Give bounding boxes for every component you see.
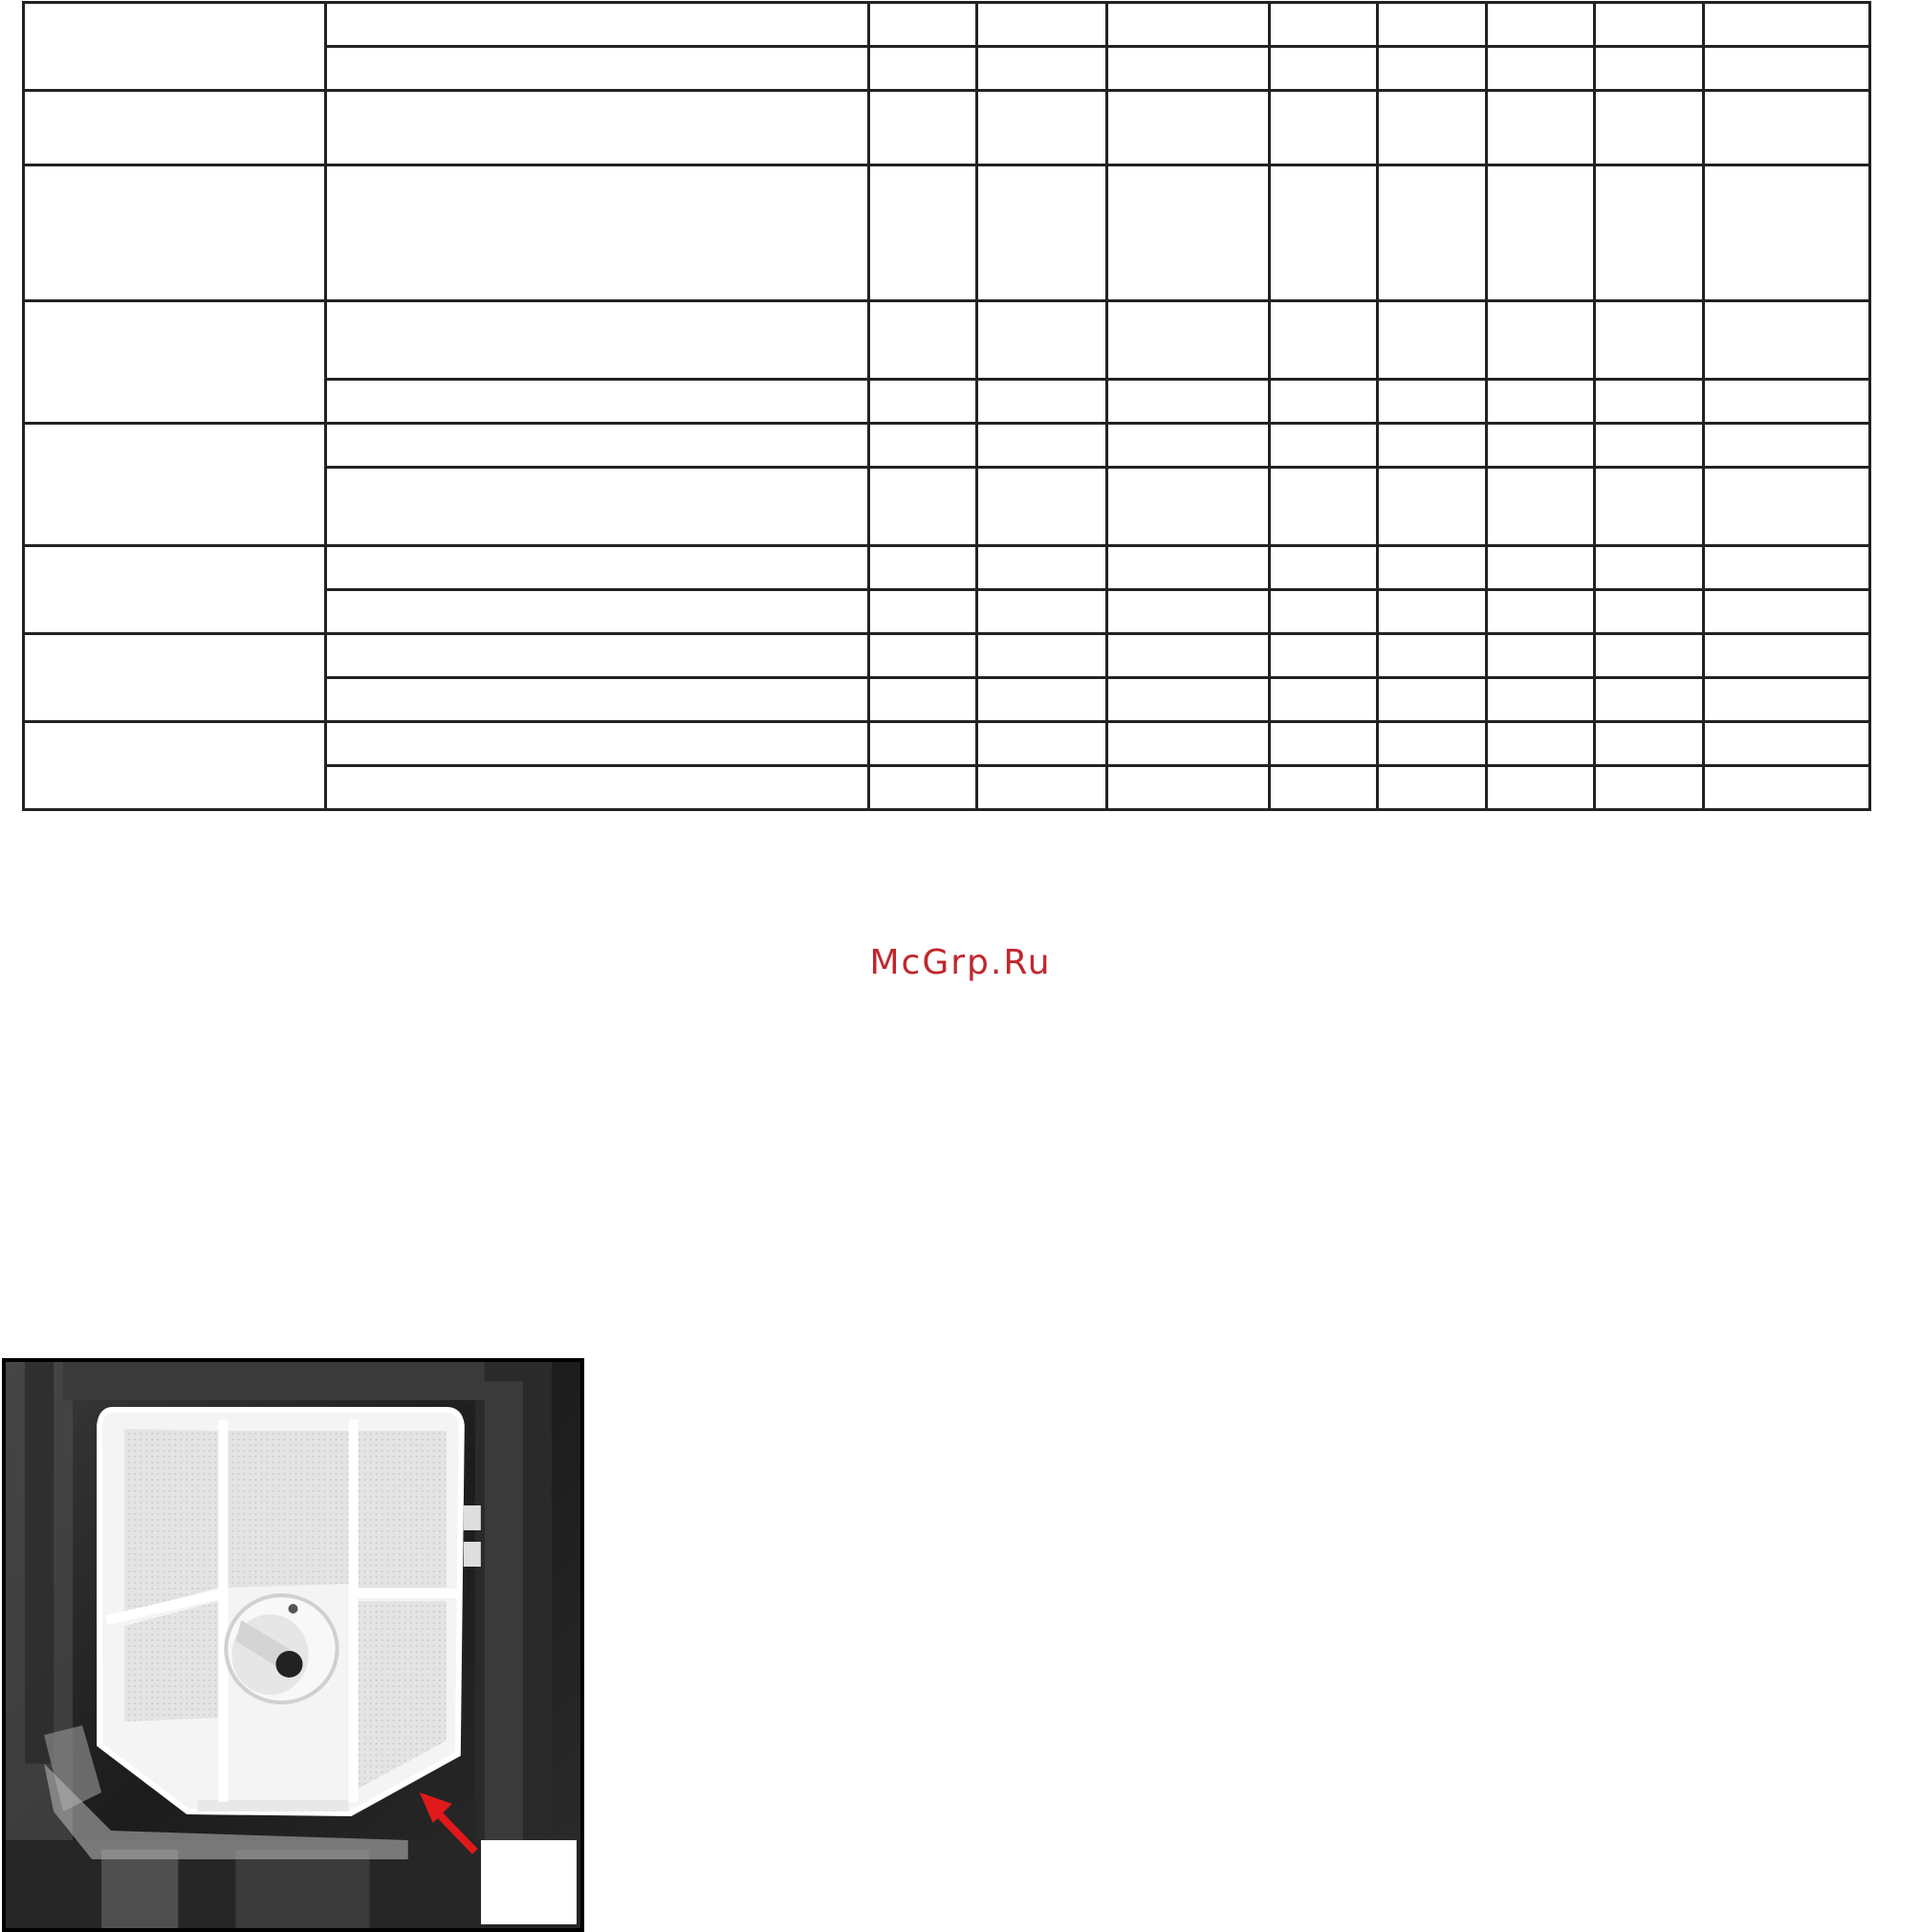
table-cell-item bbox=[326, 634, 869, 678]
table-cell bbox=[1704, 722, 1870, 766]
table-cell bbox=[1107, 634, 1270, 678]
table-cell-item bbox=[326, 678, 869, 722]
table-cell-item bbox=[326, 47, 869, 91]
table-cell bbox=[1270, 47, 1378, 91]
table-cell bbox=[1270, 722, 1378, 766]
table-cell bbox=[869, 468, 977, 546]
table-cell bbox=[1107, 468, 1270, 546]
table-cell bbox=[1270, 424, 1378, 468]
table-cell bbox=[1107, 91, 1270, 165]
table-cell bbox=[1487, 634, 1595, 678]
table-cell bbox=[1595, 468, 1704, 546]
table-row bbox=[24, 3, 1870, 47]
table-cell bbox=[977, 766, 1107, 810]
table-cell-item bbox=[326, 165, 869, 301]
table-cell bbox=[1107, 380, 1270, 424]
table-cell bbox=[1107, 47, 1270, 91]
table-cell-group bbox=[24, 165, 326, 301]
table-cell bbox=[1270, 766, 1378, 810]
table-cell bbox=[1704, 3, 1870, 47]
table-cell bbox=[1487, 380, 1595, 424]
table-cell bbox=[1487, 301, 1595, 380]
table-cell bbox=[869, 301, 977, 380]
table-cell bbox=[1378, 165, 1487, 301]
table-cell-item bbox=[326, 468, 869, 546]
table-cell bbox=[1270, 590, 1378, 634]
table-cell bbox=[1378, 590, 1487, 634]
table-cell bbox=[1378, 301, 1487, 380]
table-cell bbox=[1704, 590, 1870, 634]
table-cell bbox=[1595, 424, 1704, 468]
table-cell bbox=[977, 47, 1107, 91]
table-cell bbox=[1107, 590, 1270, 634]
table-row bbox=[24, 546, 1870, 590]
table-cell-item bbox=[326, 91, 869, 165]
air-filter-photo bbox=[2, 1358, 584, 1932]
table-cell bbox=[977, 678, 1107, 722]
table-cell bbox=[869, 424, 977, 468]
table-cell bbox=[869, 634, 977, 678]
table-cell bbox=[869, 380, 977, 424]
table-cell-group bbox=[24, 3, 326, 91]
table-cell-item bbox=[326, 722, 869, 766]
table-cell-item bbox=[326, 3, 869, 47]
table-cell bbox=[1704, 678, 1870, 722]
table-cell bbox=[977, 424, 1107, 468]
table-cell bbox=[1704, 47, 1870, 91]
table-cell bbox=[1487, 722, 1595, 766]
table-cell bbox=[1487, 47, 1595, 91]
table-cell bbox=[869, 766, 977, 810]
table-cell-group bbox=[24, 424, 326, 546]
table-cell bbox=[1704, 301, 1870, 380]
table-cell bbox=[1487, 165, 1595, 301]
table-cell bbox=[1704, 546, 1870, 590]
table-cell bbox=[1704, 424, 1870, 468]
table-cell bbox=[977, 3, 1107, 47]
table-cell bbox=[869, 91, 977, 165]
table-cell bbox=[1595, 722, 1704, 766]
table-cell bbox=[977, 590, 1107, 634]
table-cell bbox=[869, 590, 977, 634]
table-cell bbox=[1704, 91, 1870, 165]
table-cell bbox=[1595, 91, 1704, 165]
table-cell bbox=[1595, 678, 1704, 722]
table-cell bbox=[1378, 678, 1487, 722]
table-row bbox=[24, 165, 1870, 301]
table-cell-item bbox=[326, 380, 869, 424]
table-cell bbox=[869, 678, 977, 722]
table-cell bbox=[1378, 722, 1487, 766]
table-cell bbox=[977, 546, 1107, 590]
table-cell-item bbox=[326, 546, 869, 590]
table-cell bbox=[1704, 165, 1870, 301]
table-cell bbox=[1595, 380, 1704, 424]
table-cell bbox=[1378, 47, 1487, 91]
table-cell bbox=[1704, 468, 1870, 546]
table-cell bbox=[1487, 468, 1595, 546]
watermark-text: McGrp.Ru bbox=[869, 943, 1052, 982]
table-cell bbox=[869, 47, 977, 91]
table-cell-item bbox=[326, 301, 869, 380]
table-cell bbox=[1378, 468, 1487, 546]
table-cell bbox=[1595, 590, 1704, 634]
table-cell bbox=[869, 3, 977, 47]
table-cell-group bbox=[24, 91, 326, 165]
table-cell-item bbox=[326, 424, 869, 468]
table-cell bbox=[1378, 91, 1487, 165]
table-cell bbox=[977, 91, 1107, 165]
table-cell bbox=[869, 722, 977, 766]
table-cell bbox=[1487, 424, 1595, 468]
table-cell bbox=[977, 165, 1107, 301]
table-cell bbox=[1107, 424, 1270, 468]
table-cell bbox=[1595, 3, 1704, 47]
table-cell bbox=[977, 468, 1107, 546]
table-cell bbox=[1595, 634, 1704, 678]
table-cell bbox=[1595, 47, 1704, 91]
table-cell-group bbox=[24, 722, 326, 810]
table-cell bbox=[1270, 546, 1378, 590]
table-cell bbox=[1270, 3, 1378, 47]
table-cell bbox=[1704, 380, 1870, 424]
table-cell bbox=[1487, 3, 1595, 47]
table-cell bbox=[1595, 546, 1704, 590]
table-row bbox=[24, 91, 1870, 165]
table-row bbox=[24, 301, 1870, 380]
table-cell bbox=[1487, 546, 1595, 590]
table-cell bbox=[1378, 424, 1487, 468]
table-cell bbox=[1704, 766, 1870, 810]
table-cell bbox=[977, 722, 1107, 766]
table-cell bbox=[1704, 634, 1870, 678]
table-cell bbox=[1270, 678, 1378, 722]
table-cell bbox=[1270, 468, 1378, 546]
table-row bbox=[24, 634, 1870, 678]
table-cell-group bbox=[24, 301, 326, 424]
maintenance-table bbox=[22, 1, 1871, 811]
table-cell bbox=[1595, 301, 1704, 380]
table-row bbox=[24, 424, 1870, 468]
table-cell bbox=[1378, 380, 1487, 424]
table-cell bbox=[1595, 766, 1704, 810]
table-cell bbox=[1107, 546, 1270, 590]
table-cell bbox=[1107, 766, 1270, 810]
table-cell-group bbox=[24, 546, 326, 634]
table-cell-item bbox=[326, 590, 869, 634]
table-cell bbox=[977, 380, 1107, 424]
table-cell bbox=[1270, 301, 1378, 380]
table-cell bbox=[1487, 590, 1595, 634]
table-cell bbox=[1270, 380, 1378, 424]
table-cell bbox=[977, 634, 1107, 678]
table-cell bbox=[1107, 165, 1270, 301]
table-cell bbox=[1378, 766, 1487, 810]
table-cell-item bbox=[326, 766, 869, 810]
table-cell bbox=[1270, 91, 1378, 165]
table-cell bbox=[869, 165, 977, 301]
table-cell bbox=[1107, 722, 1270, 766]
table-cell bbox=[1270, 634, 1378, 678]
table-cell bbox=[977, 301, 1107, 380]
table-cell bbox=[1270, 165, 1378, 301]
table-cell bbox=[1378, 546, 1487, 590]
table-cell bbox=[1107, 301, 1270, 380]
table-cell bbox=[1378, 634, 1487, 678]
table-cell-group bbox=[24, 634, 326, 722]
table-cell bbox=[1595, 165, 1704, 301]
table-cell bbox=[1487, 678, 1595, 722]
table-cell bbox=[1487, 91, 1595, 165]
table-cell bbox=[1107, 678, 1270, 722]
table-row bbox=[24, 722, 1870, 766]
table-cell bbox=[1378, 3, 1487, 47]
table-cell bbox=[1487, 766, 1595, 810]
photo-label-box bbox=[481, 1840, 577, 1924]
table-cell bbox=[1107, 3, 1270, 47]
table-cell bbox=[869, 546, 977, 590]
